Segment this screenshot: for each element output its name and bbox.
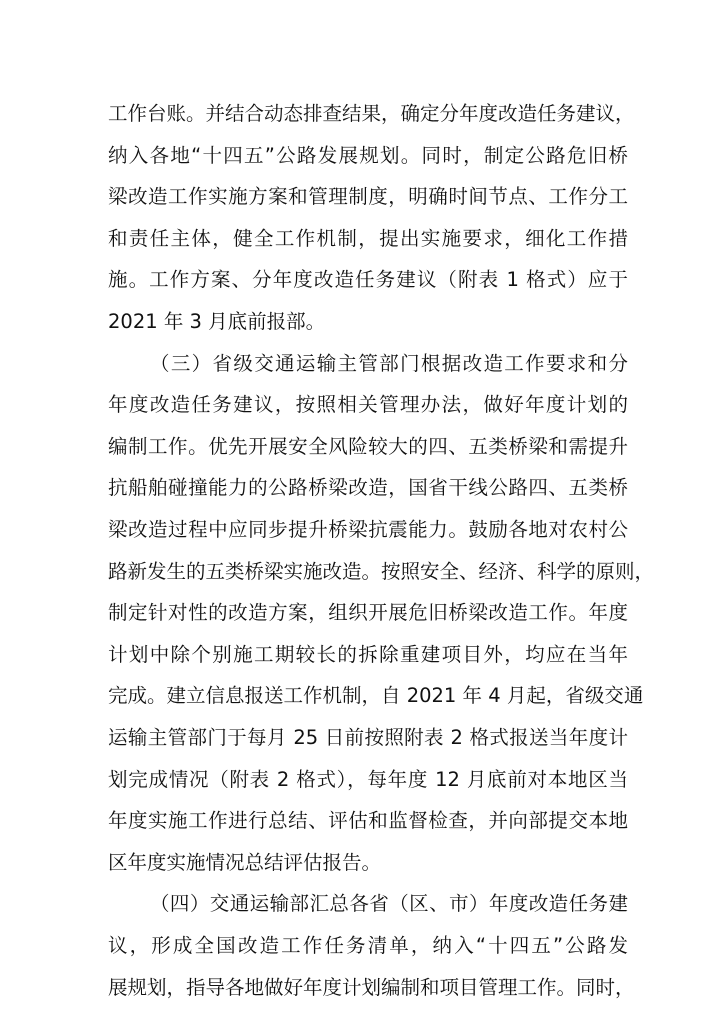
text-line: 区年度实施情况总结评估报告。 bbox=[108, 850, 382, 874]
text-line: 抗船舶碰撞能力的公路桥梁改造，国省干线公路四、五类桥 bbox=[108, 476, 628, 500]
text-line: 路新发生的五类桥梁实施改造。按照安全、经济、科学的原则， bbox=[108, 559, 655, 583]
text-line: 计划中除个别施工期较长的拆除重建项目外，均应在当年 bbox=[108, 642, 628, 666]
text-line: 运输主管部门于每月 25 日前按照附表 2 格式报送当年度计 bbox=[108, 726, 628, 749]
text-line: 划完成情况（附表 2 格式），每年度 12 月底前对本地区当 bbox=[108, 767, 628, 791]
text-line: 年度实施工作进行总结、评估和监督检查，并向部提交本地 bbox=[108, 809, 628, 833]
text-line: 梁改造工作实施方案和管理制度，明确时间节点、工作分工 bbox=[108, 185, 628, 209]
text-line: 编制工作。优先开展安全风险较大的四、五类桥梁和需提升 bbox=[108, 434, 628, 458]
text-line: 完成。建立信息报送工作机制，自 2021 年 4 月起，省级交通 bbox=[108, 684, 644, 708]
text-line: 梁改造过程中应同步提升桥梁抗震能力。鼓励各地对农村公 bbox=[108, 518, 628, 541]
text-line: 年度改造任务建议，按照相关管理办法，做好年度计划的 bbox=[108, 393, 628, 417]
text-line: 展规划，指导各地做好年度计划编制和项目管理工作。同时， bbox=[108, 975, 635, 999]
text-line: 2021 年 3 月底前报部。 bbox=[108, 310, 326, 333]
text-line: 纳入各地“十四五”公路发展规划。同时，制定公路危旧桥 bbox=[108, 143, 628, 167]
text-line: 制定针对性的改造方案，组织开展危旧桥梁改造工作。年度 bbox=[108, 601, 628, 625]
paragraph-start-line: （四）交通运输部汇总各省（区、市）年度改造任务建 bbox=[150, 892, 628, 916]
text-line: 议，形成全国改造工作任务清单，纳入“十四五”公路发 bbox=[108, 934, 628, 957]
text-line: 和责任主体，健全工作机制，提出实施要求，细化工作措 bbox=[108, 226, 628, 250]
text-line: 施。工作方案、分年度改造任务建议（附表 1 格式）应于 bbox=[108, 268, 628, 292]
paragraph-start-line: （三）省级交通运输主管部门根据改造工作要求和分 bbox=[150, 351, 628, 375]
text-line: 工作台账。并结合动态排查结果，确定分年度改造任务建议， bbox=[108, 102, 635, 125]
